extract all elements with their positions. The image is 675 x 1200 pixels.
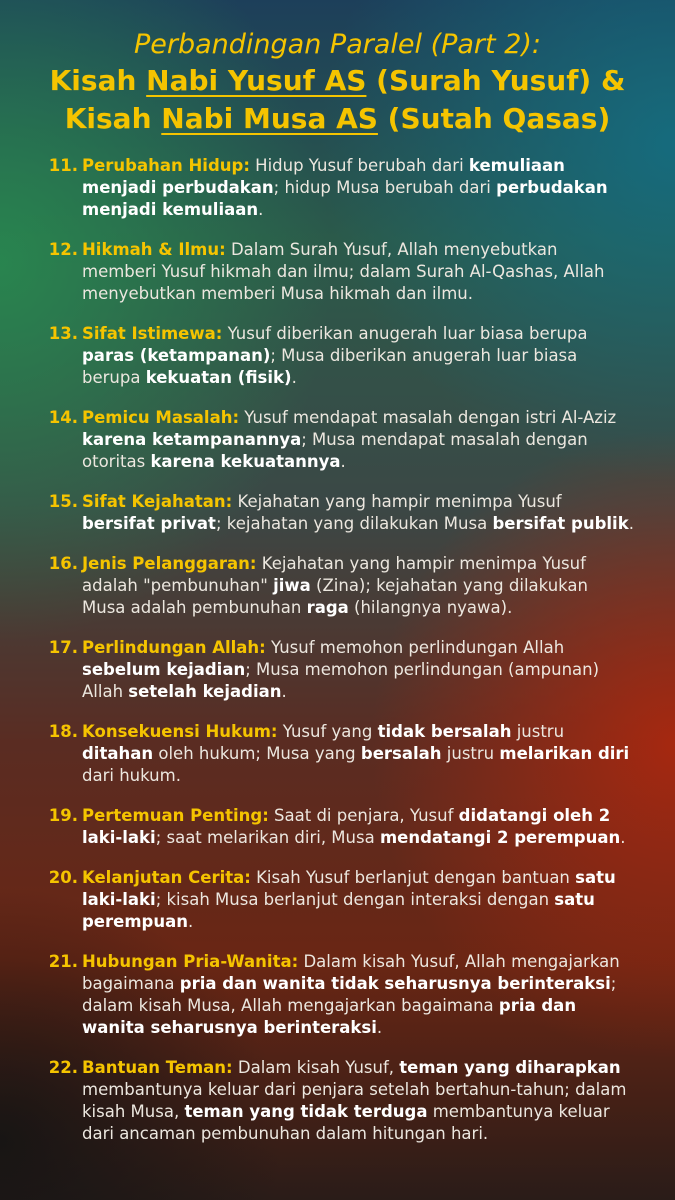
item-number: 12. <box>48 240 78 259</box>
list-item <box>36 1057 636 1145</box>
list-item <box>36 721 636 787</box>
list-item <box>36 239 636 305</box>
item-text-bold: mendatangi 2 perempuan <box>379 828 621 847</box>
item-label: Sifat Istimewa: <box>82 324 223 343</box>
item-text: ; Musa mendapat masalah dengan otoritas <box>82 430 588 471</box>
item-label: Jenis Pelanggaran: <box>82 554 257 573</box>
title-text: Kisah <box>64 102 162 135</box>
item-text-bold: bersifat privat <box>82 514 216 533</box>
item-text: . <box>258 200 264 219</box>
item-number: 17. <box>48 638 78 657</box>
item-text: Yusuf yang <box>277 722 378 741</box>
item-text-bold: satu laki-laki <box>82 868 616 909</box>
item-text: ; hidup Musa berubah dari <box>273 178 497 197</box>
header <box>0 28 675 138</box>
item-text: . <box>340 452 346 471</box>
title-underlined-text: Nabi Musa AS <box>161 102 378 135</box>
item-text: ; Musa memohon perlindungan (ampunan) Allah <box>82 660 600 701</box>
item-text: Kejahatan yang hampir menimpa Yusuf <box>232 492 562 511</box>
item-label: Pertemuan Penting: <box>82 806 269 825</box>
item-text-bold: teman yang tidak terduga <box>184 1102 428 1121</box>
item-number: 22. <box>48 1058 78 1077</box>
list-item <box>36 805 636 849</box>
list-item <box>36 637 636 703</box>
list-item <box>36 407 636 473</box>
item-text-bold: jiwa <box>273 576 311 595</box>
item-text-bold: karena kekuatannya <box>150 452 341 471</box>
item-text-bold: teman yang diharapkan <box>399 1058 621 1077</box>
item-text: (hilangnya nyawa). <box>348 598 513 617</box>
item-text: ; kejahatan yang dilakukan Musa <box>215 514 493 533</box>
item-text: ; saat melarikan diri, Musa <box>155 828 380 847</box>
item-text: Yusuf memohon perlindungan Allah <box>265 638 565 657</box>
item-text: Kisah Yusuf berlanjut dengan bantuan <box>250 868 576 887</box>
item-label: Kelanjutan Cerita: <box>82 868 251 887</box>
item-label: Konsekuensi Hukum: <box>82 722 278 741</box>
item-label: Hikmah & Ilmu: <box>82 240 226 259</box>
item-text: ; Musa diberikan anugerah luar biasa berupa <box>82 346 578 387</box>
item-text: Dalam kisah Yusuf, Allah mengajarkan bagaimana <box>82 952 620 993</box>
item-text: . <box>281 682 287 701</box>
item-text-bold: kekuatan (fisik) <box>145 368 292 387</box>
page-title-line-1 <box>0 62 675 100</box>
title-text: (Surah Yusuf) & <box>366 64 626 97</box>
title-text: (Sutah Qasas) <box>377 102 611 135</box>
item-text-bold: pria dan wanita tidak seharusnya berinteraksi <box>179 974 611 993</box>
item-text-bold: bersalah <box>360 744 442 763</box>
page-subtitle: Perbandingan Paralel (Part 2): <box>133 29 542 60</box>
item-text: justru <box>441 744 500 763</box>
item-label: Pemicu Masalah: <box>82 408 240 427</box>
item-text: justru <box>511 722 565 741</box>
item-text: Kejahatan yang hampir menimpa Yusuf adalah "pembunuhan" <box>82 554 586 595</box>
item-number: 18. <box>48 722 78 741</box>
item-text-bold: paras (ketampanan) <box>82 346 271 365</box>
item-text: . <box>187 912 194 931</box>
item-label: Sifat Kejahatan: <box>82 492 233 511</box>
item-number: 13. <box>48 324 78 343</box>
title-text: Kisah <box>49 64 147 97</box>
list-item <box>36 155 636 221</box>
item-text-bold: didatangi oleh 2 laki-laki <box>82 806 611 847</box>
item-text: . <box>620 828 626 847</box>
item-label: Hubungan Pria-Wanita: <box>82 952 299 971</box>
item-text-bold: kemuliaan menjadi perbudakan <box>82 156 565 197</box>
page-title-line-2 <box>0 100 675 138</box>
list-item <box>36 553 636 619</box>
item-text: dari hukum. <box>82 766 181 785</box>
item-text: . <box>376 1018 383 1037</box>
item-number: 20. <box>48 868 78 887</box>
item-text-bold: bersifat publik <box>492 514 629 533</box>
item-text-bold: ditahan <box>82 744 154 763</box>
item-text: ; kisah Musa berlanjut dengan interaksi dengan <box>155 890 555 909</box>
item-number: 21. <box>48 952 78 971</box>
list-item <box>36 867 636 933</box>
item-text-bold: satu perempuan <box>82 890 595 931</box>
comparison-list <box>36 155 636 1163</box>
item-label: Bantuan Teman: <box>82 1058 233 1077</box>
item-label: Perubahan Hidup: <box>82 156 250 175</box>
item-text: Hidup Yusuf berubah dari <box>249 156 469 175</box>
item-text: Saat di penjara, Yusuf <box>268 806 459 825</box>
item-number: 11. <box>48 156 78 175</box>
item-text: (Zina); kejahatan yang dilakukan Musa adalah pembunuhan <box>82 576 588 617</box>
item-text-bold: melarikan diri <box>499 744 630 763</box>
item-text-bold: sebelum kejadian <box>82 660 246 679</box>
item-text: Yusuf diberikan anugerah luar biasa berupa <box>222 324 588 343</box>
list-item <box>36 951 636 1039</box>
title-underlined-text: Nabi Yusuf AS <box>146 64 367 97</box>
list-item <box>36 323 636 389</box>
item-text: Dalam kisah Yusuf, <box>232 1058 400 1077</box>
item-text: Dalam Surah Yusuf, Allah menyebutkan memberi Yusuf hikmah dan ilmu; dalam Surah Al-Qashas, Allah menyebutkan memberi Musa hikmah dan ilmu. <box>82 240 605 303</box>
item-text-bold: raga <box>306 598 349 617</box>
item-label: Perlindungan Allah: <box>82 638 266 657</box>
item-text-bold: setelah kejadian <box>128 682 282 701</box>
item-text-bold: perbudakan menjadi kemuliaan <box>82 178 608 219</box>
item-text-bold: karena ketampanannya <box>82 430 302 449</box>
item-number: 16. <box>48 554 78 573</box>
item-text: membantunya keluar dari penjara setelah bertahun-tahun; dalam kisah Musa, <box>82 1080 627 1121</box>
item-text-bold: pria dan wanita seharusnya berinteraksi <box>82 996 577 1037</box>
item-number: 15. <box>48 492 78 511</box>
item-text: . <box>628 514 634 533</box>
item-text: . <box>291 368 297 387</box>
item-text: Yusuf mendapat masalah dengan istri Al-Aziz <box>239 408 617 427</box>
item-number: 14. <box>48 408 78 427</box>
item-number: 19. <box>48 806 78 825</box>
list-item <box>36 491 636 535</box>
item-text: oleh hukum; Musa yang <box>153 744 361 763</box>
item-text: membantunya keluar dari ancaman pembunuhan dalam hitungan hari. <box>82 1102 610 1143</box>
item-text-bold: tidak bersalah <box>377 722 512 741</box>
item-text: ; dalam kisah Musa, Allah mengajarkan bagaimana <box>82 974 617 1015</box>
